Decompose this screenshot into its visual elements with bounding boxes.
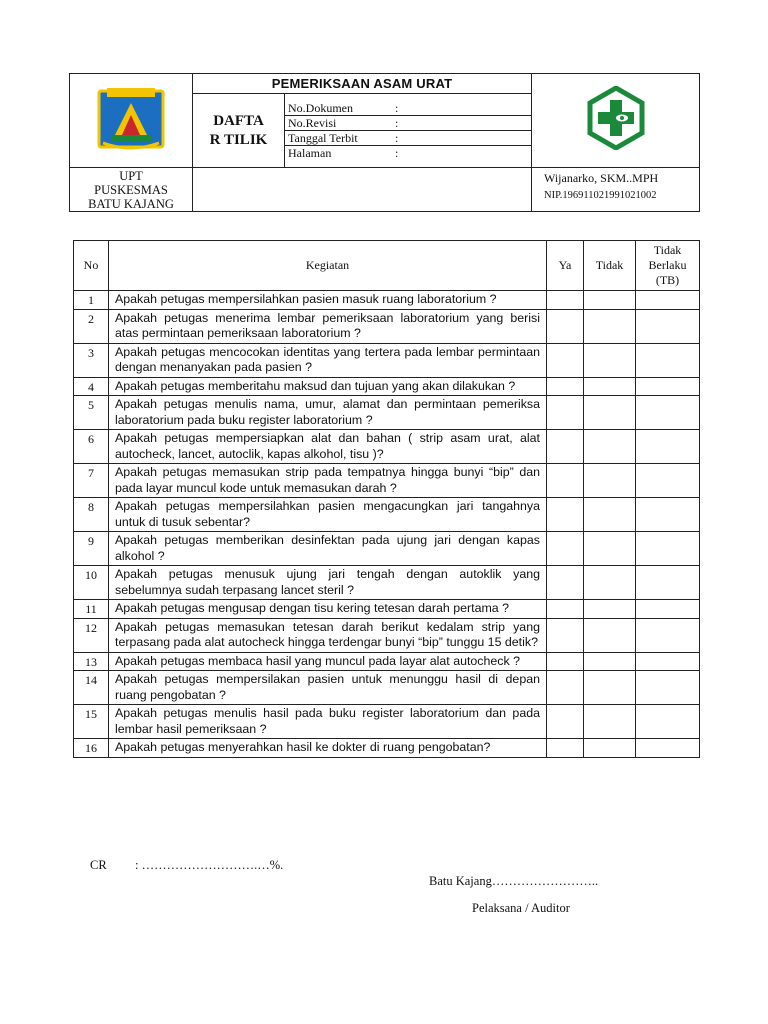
row-number: 15 bbox=[74, 705, 109, 739]
table-row bbox=[74, 705, 700, 739]
row-kegiatan: Apakah petugas mempersiapkan alat dan bahan ( strip asam urat, alat autocheck, lancet, autoclik, kapas alkohol, tisu )? bbox=[109, 430, 547, 464]
auditor-role: Pelaksana / Auditor bbox=[472, 901, 570, 915]
row-number: 4 bbox=[74, 377, 109, 396]
tidak-checkbox-cell[interactable] bbox=[584, 309, 636, 343]
row-number: 2 bbox=[74, 309, 109, 343]
tb-checkbox-cell[interactable] bbox=[636, 739, 700, 758]
ya-checkbox-cell[interactable] bbox=[547, 291, 584, 310]
unit-line2: PUSKESMAS bbox=[94, 182, 168, 197]
tb-checkbox-cell[interactable] bbox=[636, 705, 700, 739]
regency-logo-cell bbox=[70, 74, 193, 168]
table-row bbox=[74, 464, 700, 498]
unit-line1: UPT bbox=[119, 168, 143, 183]
tidak-checkbox-cell[interactable] bbox=[584, 291, 636, 310]
col-header-tb-line1: Tidak bbox=[653, 243, 682, 257]
meta-separator: : bbox=[392, 131, 531, 146]
place-date: Batu Kajang…………………….. bbox=[429, 874, 599, 888]
ya-checkbox-cell[interactable] bbox=[547, 377, 584, 396]
col-header-tb-line2: Berlaku bbox=[648, 258, 687, 272]
row-kegiatan: Apakah petugas mempersilahkan pasien masuk ruang laboratorium ? bbox=[109, 291, 547, 310]
ya-checkbox-cell[interactable] bbox=[547, 739, 584, 758]
col-header-tb bbox=[636, 241, 700, 291]
tidak-checkbox-cell[interactable] bbox=[584, 739, 636, 758]
table-header-row bbox=[74, 241, 700, 291]
meta-label: No.Dokumen bbox=[285, 101, 392, 116]
row-kegiatan: Apakah petugas mencocokan identitas yang tertera pada lembar permintaan dengan menanyakan pada pasien ? bbox=[109, 343, 547, 377]
checklist-body bbox=[74, 291, 700, 758]
ya-checkbox-cell[interactable] bbox=[547, 309, 584, 343]
row-number: 16 bbox=[74, 739, 109, 758]
ya-checkbox-cell[interactable] bbox=[547, 396, 584, 430]
col-header-tidak: Tidak bbox=[584, 241, 636, 291]
row-kegiatan: Apakah petugas menulis nama, umur, alamat dan permintaan pemeriksa laboratorium pada buku register laboratorium ? bbox=[109, 396, 547, 430]
row-kegiatan: Apakah petugas menusuk ujung jari tengah dengan autoklik yang sebelumnya sudah terpasang lancet steril ? bbox=[109, 566, 547, 600]
row-kegiatan: Apakah petugas mempersilakan pasien untuk menunggu hasil di depan ruang pengobatan ? bbox=[109, 671, 547, 705]
tb-checkbox-cell[interactable] bbox=[636, 618, 700, 652]
tb-checkbox-cell[interactable] bbox=[636, 343, 700, 377]
tb-checkbox-cell[interactable] bbox=[636, 291, 700, 310]
row-number: 8 bbox=[74, 498, 109, 532]
row-kegiatan: Apakah petugas memasukan strip pada tempatnya hingga bunyi “bip” dan pada layar muncul kode untuk memasukan darah ? bbox=[109, 464, 547, 498]
meta-separator: : bbox=[392, 116, 531, 131]
row-kegiatan: Apakah petugas membaca hasil yang muncul pada layar alat autocheck ? bbox=[109, 652, 547, 671]
puskesmas-logo-cell bbox=[532, 74, 700, 168]
table-row bbox=[74, 652, 700, 671]
puskesmas-logo-icon bbox=[584, 86, 648, 150]
tidak-checkbox-cell[interactable] bbox=[584, 618, 636, 652]
row-kegiatan: Apakah petugas menyerahkan hasil ke dokter di ruang pengobatan? bbox=[109, 739, 547, 758]
tidak-checkbox-cell[interactable] bbox=[584, 652, 636, 671]
row-kegiatan: Apakah petugas memberitahu maksud dan tujuan yang akan dilakukan ? bbox=[109, 377, 547, 396]
table-row bbox=[74, 618, 700, 652]
table-row bbox=[74, 600, 700, 619]
table-row bbox=[74, 532, 700, 566]
row-number: 6 bbox=[74, 430, 109, 464]
table-row bbox=[74, 309, 700, 343]
ya-checkbox-cell[interactable] bbox=[547, 464, 584, 498]
col-header-no: No bbox=[74, 241, 109, 291]
tb-checkbox-cell[interactable] bbox=[636, 566, 700, 600]
table-row bbox=[74, 377, 700, 396]
meta-label: Tanggal Terbit bbox=[285, 131, 392, 146]
tidak-checkbox-cell[interactable] bbox=[584, 396, 636, 430]
ya-checkbox-cell[interactable] bbox=[547, 566, 584, 600]
checklist-table bbox=[73, 240, 700, 758]
row-kegiatan: Apakah petugas memberikan desinfektan pada ujung jari dengan kapas alkohol ? bbox=[109, 532, 547, 566]
row-kegiatan: Apakah petugas menerima lembar pemeriksaan laboratorium yang berisi atas permintaan pemeriksaan laboratorium ? bbox=[109, 309, 547, 343]
table-row bbox=[74, 498, 700, 532]
row-number: 3 bbox=[74, 343, 109, 377]
document-meta bbox=[285, 94, 532, 168]
row-number: 12 bbox=[74, 618, 109, 652]
table-row bbox=[74, 739, 700, 758]
meta-row-halaman bbox=[285, 146, 531, 161]
meta-label: No.Revisi bbox=[285, 116, 392, 131]
row-number: 14 bbox=[74, 671, 109, 705]
ya-checkbox-cell[interactable] bbox=[547, 430, 584, 464]
row-number: 1 bbox=[74, 291, 109, 310]
row-kegiatan: Apakah petugas menulis hasil pada buku register laboratorium dan pada lembar hasil pemeriksaan ? bbox=[109, 705, 547, 739]
tidak-checkbox-cell[interactable] bbox=[584, 498, 636, 532]
tb-checkbox-cell[interactable] bbox=[636, 671, 700, 705]
table-row bbox=[74, 430, 700, 464]
table-row bbox=[74, 291, 700, 310]
ya-checkbox-cell[interactable] bbox=[547, 671, 584, 705]
document-type-line1: DAFTA bbox=[213, 112, 264, 129]
table-row bbox=[74, 566, 700, 600]
meta-separator: : bbox=[392, 101, 531, 116]
blank-cell bbox=[193, 168, 532, 212]
unit-line3: BATU KAJANG bbox=[88, 196, 174, 211]
regency-emblem-icon bbox=[93, 85, 169, 151]
row-number: 13 bbox=[74, 652, 109, 671]
col-header-kegiatan: Kegiatan bbox=[109, 241, 547, 291]
row-kegiatan: Apakah petugas mempersilahkan pasien mengacungkan jari tangahnya untuk di tusuk sebentar? bbox=[109, 498, 547, 532]
tidak-checkbox-cell[interactable] bbox=[584, 600, 636, 619]
row-number: 10 bbox=[74, 566, 109, 600]
signer-name: Wijanarko, SKM..MPH bbox=[544, 171, 659, 185]
tb-checkbox-cell[interactable] bbox=[636, 532, 700, 566]
row-number: 7 bbox=[74, 464, 109, 498]
row-number: 9 bbox=[74, 532, 109, 566]
tb-checkbox-cell[interactable] bbox=[636, 652, 700, 671]
tidak-checkbox-cell[interactable] bbox=[584, 377, 636, 396]
meta-row-tanggal bbox=[285, 131, 531, 146]
row-number: 5 bbox=[74, 396, 109, 430]
col-header-tb-line3: (TB) bbox=[655, 273, 680, 287]
tidak-checkbox-cell[interactable] bbox=[584, 671, 636, 705]
tidak-checkbox-cell[interactable] bbox=[584, 532, 636, 566]
tb-checkbox-cell[interactable] bbox=[636, 464, 700, 498]
document-title: PEMERIKSAAN ASAM URAT bbox=[193, 74, 532, 94]
document-type-line2: R TILIK bbox=[209, 131, 268, 148]
tb-checkbox-cell[interactable] bbox=[636, 600, 700, 619]
table-row bbox=[74, 343, 700, 377]
tidak-checkbox-cell[interactable] bbox=[584, 566, 636, 600]
tidak-checkbox-cell[interactable] bbox=[584, 464, 636, 498]
cr-value: : ……………………….…%. bbox=[135, 858, 284, 872]
ya-checkbox-cell[interactable] bbox=[547, 618, 584, 652]
ya-checkbox-cell[interactable] bbox=[547, 705, 584, 739]
meta-label: Halaman bbox=[288, 146, 332, 160]
row-kegiatan: Apakah petugas memasukan tetesan darah berikut kedalam strip yang terpasang pada alat autocheck hingga terdengar bunyi “bip” tunggu 15 detik? bbox=[109, 618, 547, 652]
tb-checkbox-cell[interactable] bbox=[636, 309, 700, 343]
ya-checkbox-cell[interactable] bbox=[547, 532, 584, 566]
ya-checkbox-cell[interactable] bbox=[547, 652, 584, 671]
ya-checkbox-cell[interactable] bbox=[547, 600, 584, 619]
meta-separator: : bbox=[395, 146, 399, 160]
col-header-ya: Ya bbox=[547, 241, 584, 291]
signer bbox=[532, 168, 700, 212]
meta-row-dokumen bbox=[285, 101, 531, 116]
tb-checkbox-cell[interactable] bbox=[636, 498, 700, 532]
ya-checkbox-cell[interactable] bbox=[547, 498, 584, 532]
row-kegiatan: Apakah petugas mengusap dengan tisu kering tetesan darah pertama ? bbox=[109, 600, 547, 619]
signer-nip: NIP.196911021991021002 bbox=[544, 190, 657, 201]
row-number: 11 bbox=[74, 600, 109, 619]
unit-name bbox=[70, 168, 193, 212]
tb-checkbox-cell[interactable] bbox=[636, 377, 700, 396]
document-type bbox=[193, 94, 285, 168]
ya-checkbox-cell[interactable] bbox=[547, 343, 584, 377]
tidak-checkbox-cell[interactable] bbox=[584, 343, 636, 377]
table-row bbox=[74, 671, 700, 705]
table-row bbox=[74, 396, 700, 430]
tb-checkbox-cell[interactable] bbox=[636, 430, 700, 464]
cr-label: CR bbox=[90, 858, 107, 872]
meta-row-revisi bbox=[285, 116, 531, 131]
tidak-checkbox-cell[interactable] bbox=[584, 705, 636, 739]
document-header bbox=[69, 73, 700, 212]
tb-checkbox-cell[interactable] bbox=[636, 396, 700, 430]
tidak-checkbox-cell[interactable] bbox=[584, 430, 636, 464]
